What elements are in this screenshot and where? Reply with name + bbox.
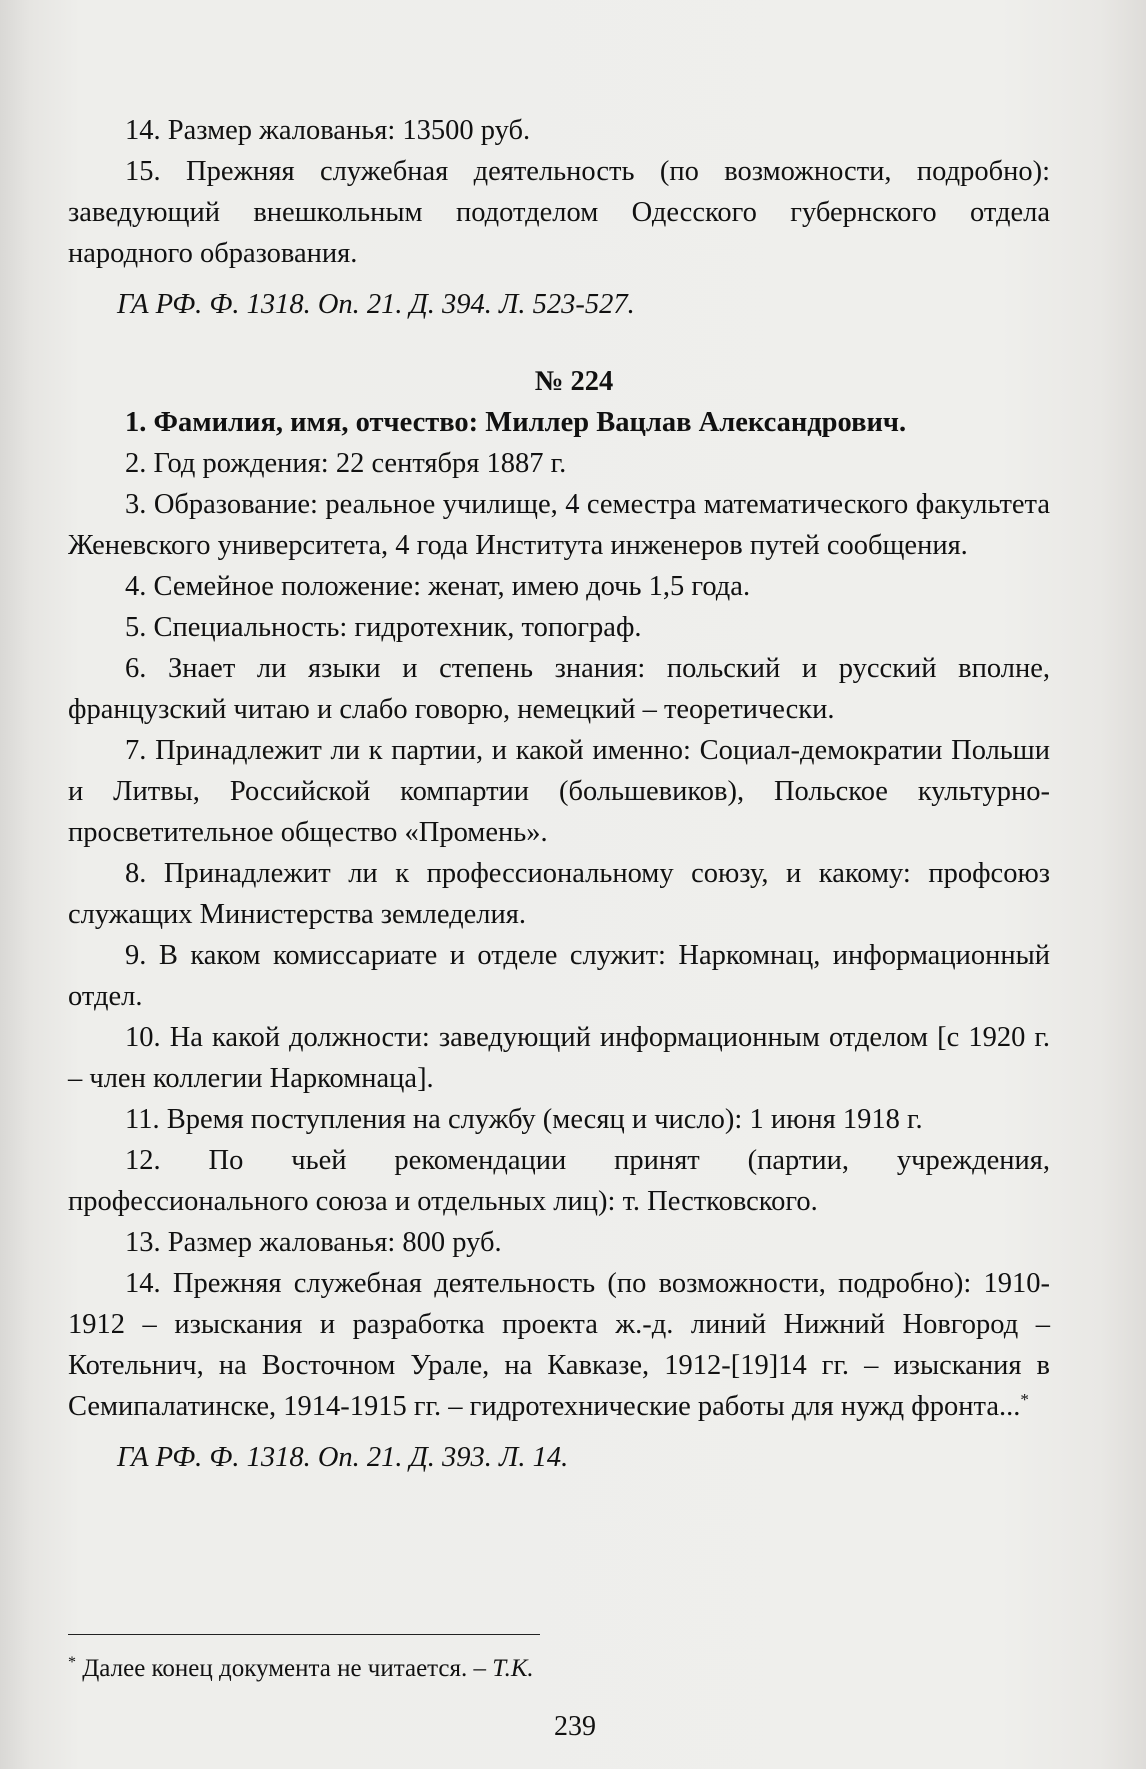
doc-item-9: 9. В каком комиссариате и отделе служит: Наркомнац, информационный отдел.: [68, 940, 1050, 1012]
doc-item-6: 6. Знает ли языки и степень знания: польский и русский вполне, французский читаю и слабо говорю, немецкий – теоретически.: [68, 653, 1050, 725]
page-body: [68, 110, 1050, 1478]
doc-item-4: 4. Семейное положение: женат, имею дочь 1,5 года.: [125, 571, 751, 602]
doc-item-14: [68, 1263, 1050, 1427]
doc-item-14-text: 14. Прежняя служебная деятельность (по возможности, подробно): 1910-1912 – изыскания и разработка проекта ж.-д. линий Нижний Новгород – Котельнич, на Восточном Урале, на Кавказе, 1912-[19]14 гг. – изыскания в Семипалатинске, 1914-1915 гг. – гидротехнические работы для нужд фронта...: [68, 1268, 1050, 1422]
doc-item-8: 8. Принадлежит ли к профессиональному союзу, и какому: профсоюз служащих Министерства земледелия.: [68, 858, 1050, 930]
doc-item-5: 5. Специальность: гидротехник, топограф.: [125, 612, 642, 643]
doc-item-3: 3. Образование: реальное училище, 4 семестра математического факультета Женевского университета, 4 года Института инженеров путей сообщения.: [68, 489, 1050, 561]
doc-item-1: 1. Фамилия, имя, отчество: Миллер Вацлав Александрович.: [125, 407, 907, 438]
doc-item-11: 11. Время поступления на службу (месяц и число): 1 июня 1918 г.: [125, 1104, 923, 1135]
page-number: 239: [554, 1711, 596, 1742]
doc-item-12: 12. По чьей рекомендации принят (партии, учреждения, профессионального союза и отдельных лиц): т. Пестковского.: [68, 1145, 1050, 1217]
footnote: [68, 1652, 968, 1686]
doc-item-10: 10. На какой должности: заведующий информационным отделом [с 1920 г. – член коллегии Наркомнаца].: [68, 1022, 1050, 1094]
doc-item-13: 13. Размер жалованья: 800 руб.: [125, 1227, 502, 1258]
footnote-text: Далее конец документа не читается. –: [82, 1655, 493, 1682]
document-number: № 224: [534, 366, 614, 397]
prev-doc-item-15: 15. Прежняя служебная деятельность (по возможности, подробно): заведующий внешкольным подотделом Одесского губернского отдела народного образования.: [68, 156, 1050, 269]
footnote-reference[interactable]: *: [1020, 1390, 1029, 1409]
prev-doc-source: ГА РФ. Ф. 1318. Оп. 21. Д. 394. Л. 523-527.: [117, 289, 635, 320]
footnote-divider: [68, 1634, 540, 1635]
footnote-initials: Т.К.: [492, 1655, 534, 1682]
prev-doc-item-14: 14. Размер жалованья: 13500 руб.: [125, 115, 531, 146]
footnote-marker: *: [68, 1654, 76, 1671]
doc-item-2: 2. Год рождения: 22 сентября 1887 г.: [125, 448, 567, 479]
doc-item-7: 7. Принадлежит ли к партии, и какой именно: Социал-демократии Польши и Литвы, Российской компартии (большевиков), Польское культурно-просветительное общество «Промень».: [68, 735, 1050, 848]
doc-source: ГА РФ. Ф. 1318. Оп. 21. Д. 393. Л. 14.: [117, 1442, 569, 1473]
